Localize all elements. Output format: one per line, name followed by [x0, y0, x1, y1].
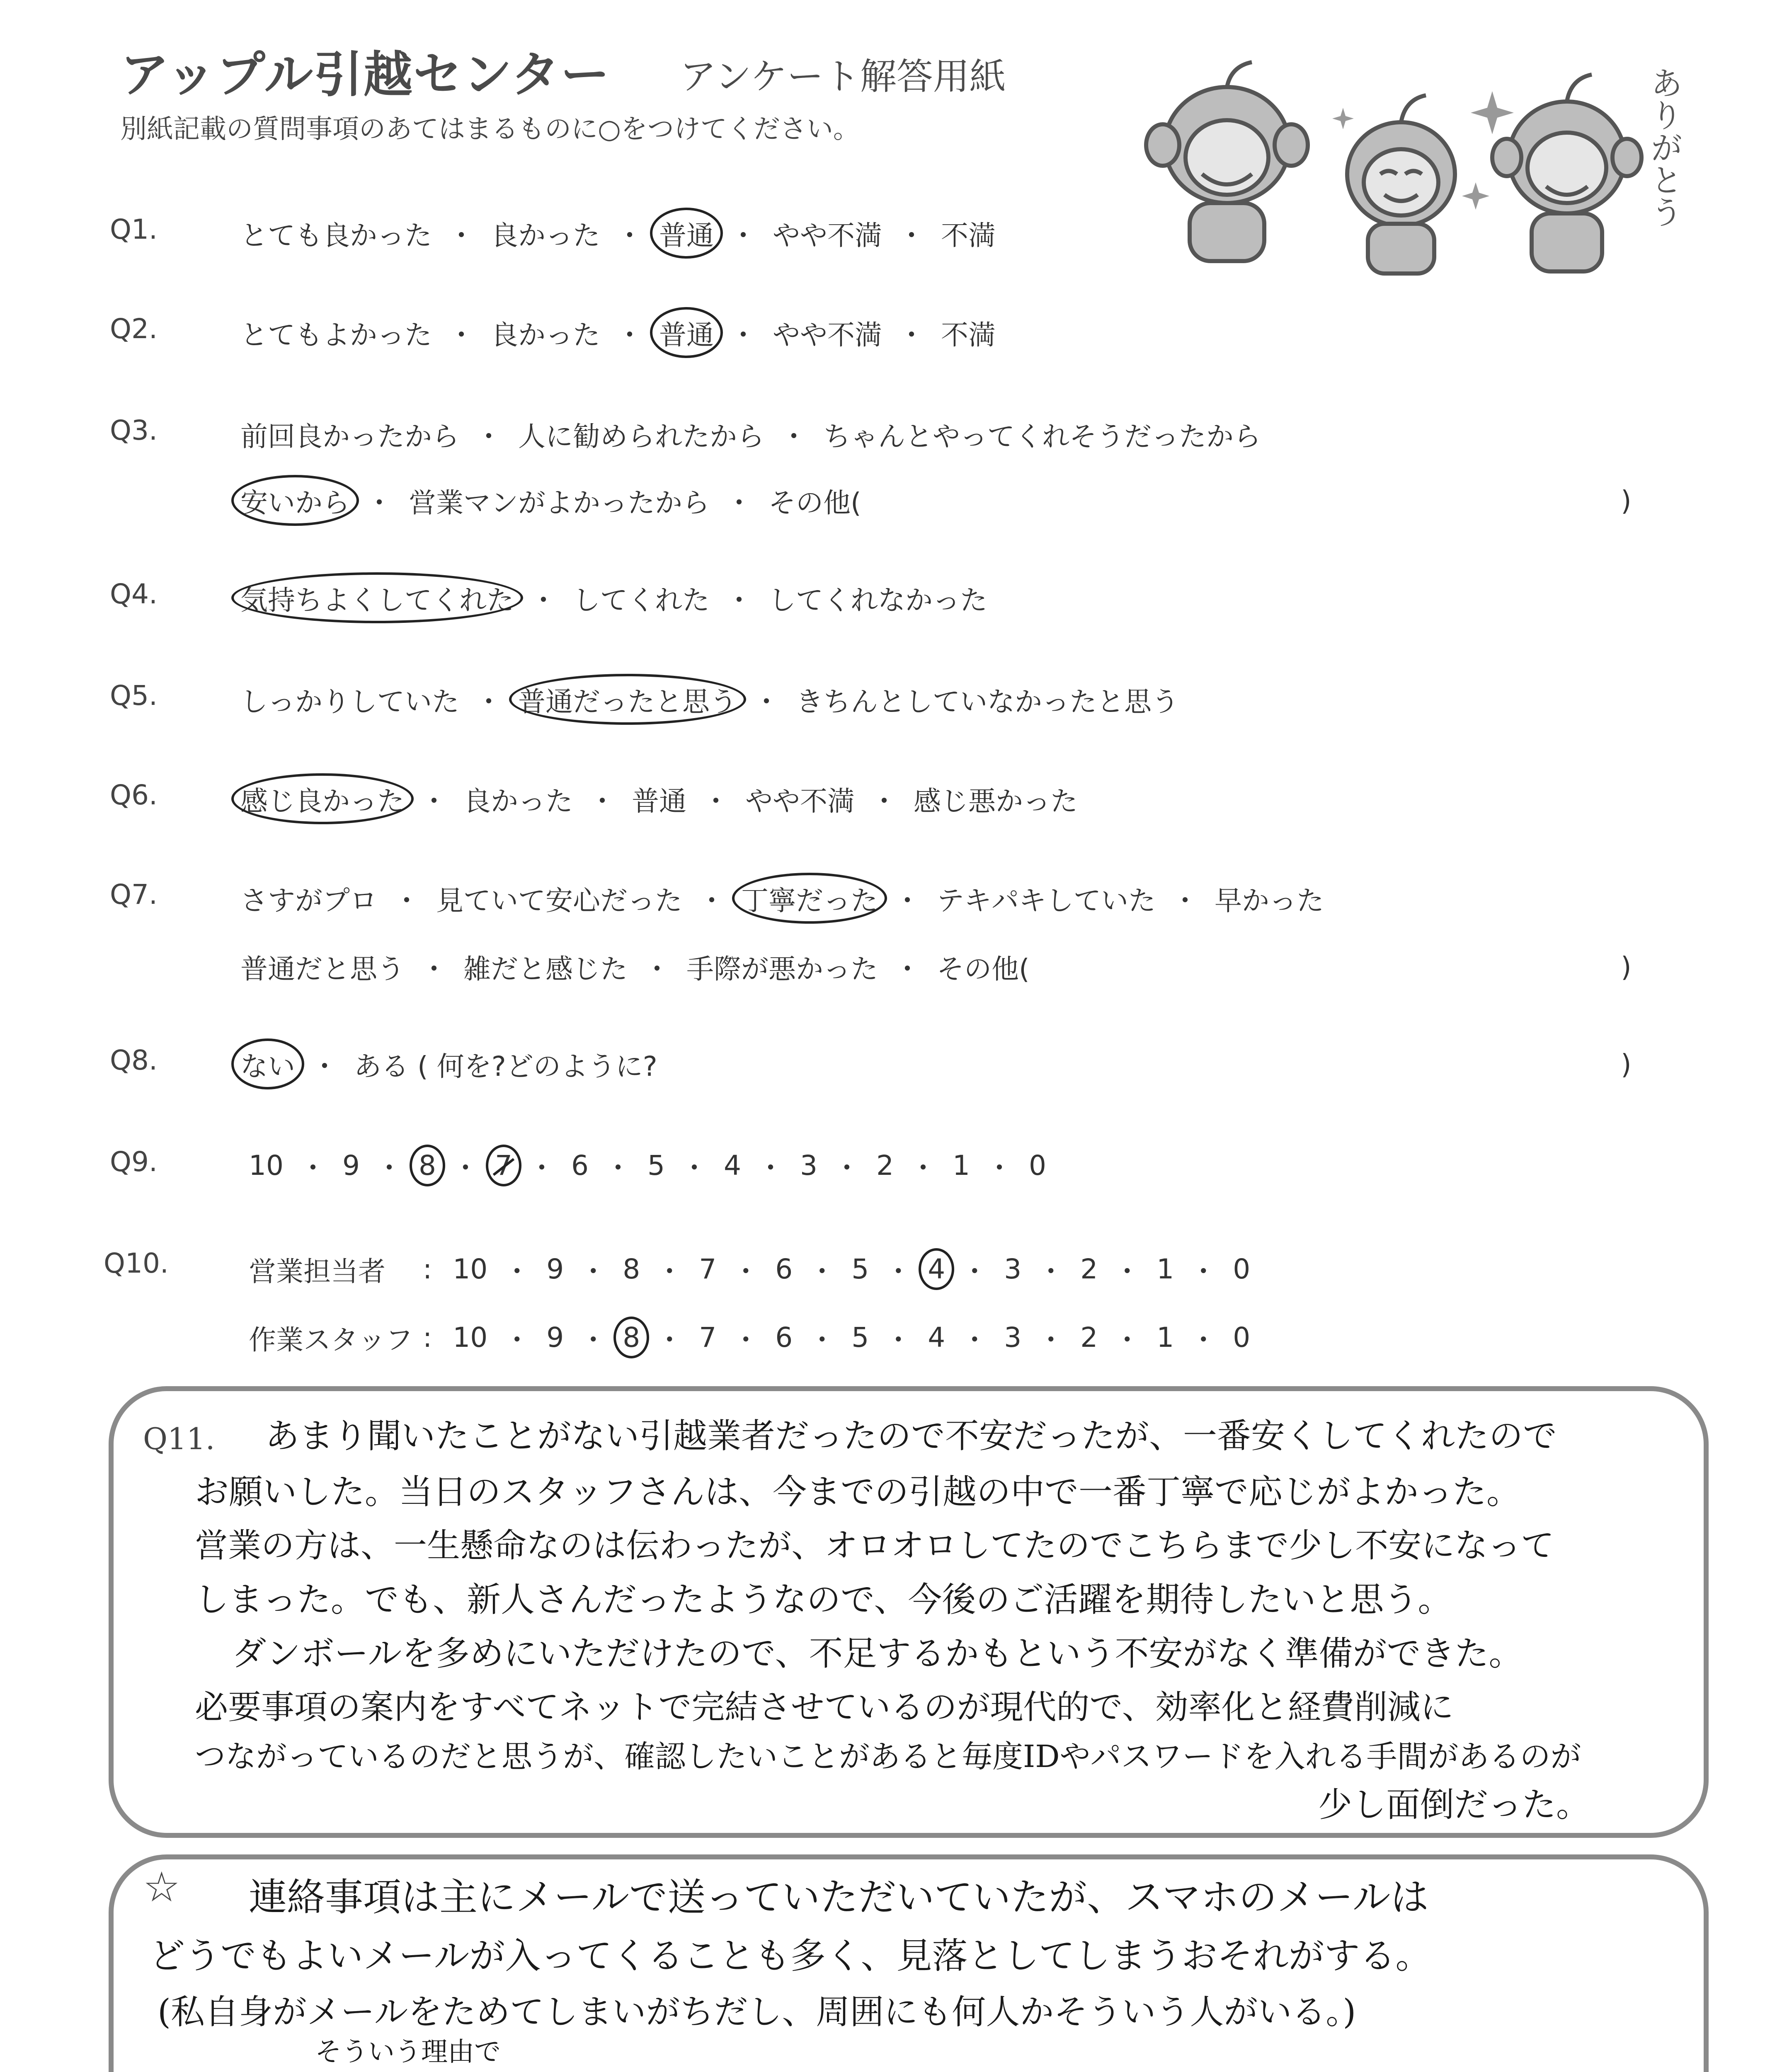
- q3-close-paren: ): [1621, 485, 1632, 517]
- q9-score[interactable]: 6: [571, 1150, 589, 1181]
- q1-options: とても良かった ・ 良かった ・ 普通 ・ やや不満 ・ 不満: [240, 213, 996, 253]
- q2-option[interactable]: やや不満: [773, 319, 882, 351]
- q8-close-paren: ): [1621, 1048, 1632, 1080]
- q7-option[interactable]: テキパキしていた: [937, 885, 1156, 917]
- q11-comment-line: しまった。でも、新人さんだったようなので、今後のご活躍を期待したいと思う。: [195, 1580, 1452, 1619]
- q3-option[interactable]: 営業マンがよかったから: [409, 487, 710, 519]
- q4-label: Q4.: [110, 578, 158, 610]
- q5-option[interactable]: きちんとしていなかったと思う: [796, 686, 1179, 718]
- q2-option[interactable]: 良かった: [491, 319, 600, 351]
- q3-option-selected[interactable]: 安いから: [240, 481, 350, 520]
- q1-option[interactable]: とても良かった: [240, 220, 432, 252]
- q10-sales-score[interactable]: 5: [851, 1253, 869, 1285]
- comment-line: (私自身がメールをためてしまいがちだし、周囲にも何人かそういう人がいる。): [158, 1992, 1356, 2032]
- comment-line: 連絡事項は主にメールで送っていただいていたが、スマホのメールは: [249, 1875, 1429, 1920]
- q2-options: とてもよかった ・ 良かった ・ 普通 ・ やや不満 ・ 不満: [240, 313, 996, 352]
- q9-score[interactable]: 3: [800, 1150, 817, 1181]
- q1-option[interactable]: やや不満: [773, 220, 882, 252]
- q7-option-selected[interactable]: 丁寧だった: [741, 879, 878, 918]
- q8-options: ない ・ ある ( 何を?どのように?: [240, 1044, 657, 1084]
- q10-sales-score[interactable]: 1: [1156, 1253, 1174, 1285]
- q9-score[interactable]: 10: [249, 1150, 284, 1181]
- q6-option[interactable]: 普通: [632, 785, 686, 817]
- comment-insert: そういう理由で: [315, 2037, 501, 2067]
- q5-options: しっかりしていた ・ 普通だったと思う ・ きちんとしていなかったと思う: [240, 680, 1179, 719]
- q7-options-line2: 普通だと思う ・ 雑だと感じた ・ 手際が悪かった ・ その他(: [240, 947, 1030, 986]
- q10-sales-score[interactable]: 6: [775, 1253, 793, 1285]
- q3-option[interactable]: ちゃんとやってくれそうだったから: [823, 421, 1261, 453]
- q7-option[interactable]: 手際が悪かった: [686, 953, 878, 985]
- q9-score[interactable]: 1: [952, 1150, 970, 1181]
- q6-option[interactable]: 感じ悪かった: [914, 785, 1078, 817]
- q1-label: Q1.: [110, 213, 158, 245]
- q4-option[interactable]: してくれた: [573, 584, 710, 616]
- q9-label: Q9.: [110, 1146, 158, 1178]
- q6-option[interactable]: 良かった: [463, 785, 573, 817]
- q10-staff-score[interactable]: 4: [928, 1322, 946, 1353]
- q6-label: Q6.: [110, 779, 158, 811]
- q9-score[interactable]: 9: [342, 1150, 360, 1181]
- q10-sales-score[interactable]: 0: [1233, 1253, 1251, 1285]
- q10-staff-score[interactable]: 1: [1156, 1322, 1174, 1353]
- q9-score[interactable]: 4: [723, 1150, 741, 1181]
- q7-close-paren: ): [1621, 951, 1632, 983]
- q3-option[interactable]: 人に勧められたから: [518, 421, 764, 453]
- company-title: アップル引越センター: [120, 46, 611, 103]
- q2-option[interactable]: とてもよかった: [240, 319, 432, 351]
- q11-comment-line: つながっているのだと思うが、確認したいことがあると毎度IDやパスワードを入れる手間があるのが: [195, 1739, 1581, 1774]
- q10-sales-score[interactable]: 2: [1080, 1253, 1098, 1285]
- q4-option-selected[interactable]: 気持ちよくしてくれた: [240, 578, 514, 617]
- q10-staff-score[interactable]: 0: [1233, 1322, 1251, 1353]
- thanks-text: ありがとう: [1645, 66, 1683, 228]
- q10-colon: :: [423, 1322, 432, 1353]
- q11-comment-line: 営業の方は、一生懸命なのは伝わったが、オロオロしてたのでこちらまで少し不安になって: [195, 1526, 1554, 1565]
- q1-option[interactable]: 不満: [941, 220, 996, 252]
- q3-label: Q3.: [110, 414, 158, 446]
- q6-option[interactable]: やや不満: [745, 785, 855, 817]
- q11-comment-line: 必要事項の案内をすべてネットで完結させているのが現代的で、効率化と経費削減に: [195, 1688, 1454, 1726]
- q5-option-selected[interactable]: 普通だったと思う: [518, 680, 737, 719]
- q1-option[interactable]: 良かった: [491, 220, 600, 252]
- q10-sales-score[interactable]: 8: [623, 1253, 640, 1285]
- q4-options: 気持ちよくしてくれた ・ してくれた ・ してくれなかった: [240, 578, 987, 617]
- form-subtitle: アンケート解答用紙: [680, 55, 1006, 98]
- q7-label: Q7.: [110, 879, 158, 910]
- q7-option[interactable]: さすがプロ: [240, 885, 377, 917]
- q9-scale: 10 ・ 9 ・ 8 ・ 7 ・ 6 ・ 5 ・ 4 ・ 3 ・ 2 ・ 1 ・ 0: [249, 1150, 1046, 1184]
- q7-option[interactable]: 雑だと感じた: [463, 953, 628, 985]
- q10-sales-row: 営業担当者 : 10 ・ 9 ・ 8 ・ 7 ・ 6 ・ 5 ・ 4 ・ 3 ・ 2 ・ 1 ・ 0: [249, 1249, 1250, 1289]
- q2-label: Q2.: [110, 313, 158, 345]
- q10-label: Q10.: [104, 1247, 169, 1279]
- q1-option-selected[interactable]: 普通: [659, 213, 714, 253]
- monkey-mascots-illustration: [1127, 50, 1708, 282]
- q8-option[interactable]: ある ( 何を?どのように?: [354, 1051, 657, 1082]
- q6-option-selected[interactable]: 感じ良かった: [240, 779, 405, 818]
- q11-comment-line: ダンボールを多めにいただけたので、不足するかもという不安がなく準備ができた。: [232, 1634, 1523, 1673]
- q10-staff-score[interactable]: 3: [1004, 1322, 1022, 1353]
- q7-option-other[interactable]: その他(: [937, 953, 1030, 985]
- instruction-text: 別紙記載の質問事項のあてはまるものに○をつけてください。: [120, 114, 860, 145]
- q9-score[interactable]: 5: [647, 1150, 665, 1181]
- q7-option[interactable]: 見ていて安心だった: [436, 885, 682, 917]
- q10-staff-score[interactable]: 6: [775, 1322, 793, 1353]
- q10-staff-score[interactable]: 7: [699, 1322, 717, 1353]
- q7-option[interactable]: 普通だと思う: [240, 953, 405, 985]
- q5-option[interactable]: しっかりしていた: [240, 686, 459, 718]
- q10-sales-score[interactable]: 9: [546, 1253, 564, 1285]
- star-mark: ☆: [143, 1863, 180, 1911]
- q10-sales-score-selected[interactable]: 4: [928, 1253, 946, 1285]
- q10-staff-score-selected[interactable]: 8: [623, 1322, 640, 1353]
- q3-options-line1: 前回良かったから ・ 人に勧められたから ・ ちゃんとやってくれそうだったから: [240, 414, 1261, 454]
- q3-options-line2: 安いから ・ 営業マンがよかったから ・ その他(: [240, 481, 861, 520]
- q9-score-crossed[interactable]: 7: [495, 1150, 512, 1181]
- q9-score[interactable]: 0: [1028, 1150, 1046, 1181]
- q2-option[interactable]: 不満: [941, 319, 996, 351]
- q7-option[interactable]: 早かった: [1215, 885, 1324, 917]
- q10-sales-score[interactable]: 10: [453, 1253, 488, 1285]
- q10-staff-score[interactable]: 5: [851, 1322, 869, 1353]
- q10-colon: :: [423, 1253, 432, 1285]
- q4-option[interactable]: してくれなかった: [769, 584, 987, 616]
- q8-option-selected[interactable]: ない: [240, 1044, 295, 1084]
- comment-line: どうでもよいメールが入ってくることも多く、見落としてしまうおそれがする。: [149, 1935, 1431, 1977]
- q9-score[interactable]: 2: [876, 1150, 894, 1181]
- q10-sales-score[interactable]: 3: [1004, 1253, 1022, 1285]
- q11-comment-line: お願いした。当日のスタッフさんは、今までの引越の中で一番丁寧で応じがよかった。: [195, 1472, 1521, 1512]
- q11-comment-line: 少し面倒だった。: [1318, 1785, 1590, 1825]
- q3-option-other[interactable]: その他(: [769, 487, 861, 519]
- q6-options: 感じ良かった ・ 良かった ・ 普通 ・ やや不満 ・ 感じ悪かった: [240, 779, 1078, 818]
- q5-label: Q5.: [110, 680, 158, 712]
- q10-sales-score[interactable]: 7: [699, 1253, 717, 1285]
- q10-staff-row: 作業スタッフ : 10 ・ 9 ・ 8 ・ 7 ・ 6 ・ 5 ・ 4 ・ 3 ・ 2 ・ 1 ・ 0: [249, 1318, 1250, 1357]
- q8-label: Q8.: [110, 1044, 158, 1076]
- q10-staff-score[interactable]: 2: [1080, 1322, 1098, 1353]
- q11-comment-line: あまり聞いたことがない引越業者だったので不安だったが、一番安くしてくれたので: [265, 1416, 1557, 1456]
- q10-sales-label: 営業担当者: [249, 1256, 385, 1288]
- q2-option-selected[interactable]: 普通: [659, 313, 714, 352]
- q10-staff-score[interactable]: 10: [453, 1322, 488, 1353]
- q11-label: Q11.: [143, 1421, 215, 1456]
- q10-staff-score[interactable]: 9: [546, 1322, 564, 1353]
- q10-staff-label: 作業スタッフ: [249, 1324, 413, 1356]
- q7-options-line1: さすがプロ ・ 見ていて安心だった ・ 丁寧だった ・ テキパキしていた ・ 早かった: [240, 879, 1324, 918]
- q3-option[interactable]: 前回良かったから: [240, 421, 459, 453]
- q9-score-selected[interactable]: 8: [418, 1150, 436, 1181]
